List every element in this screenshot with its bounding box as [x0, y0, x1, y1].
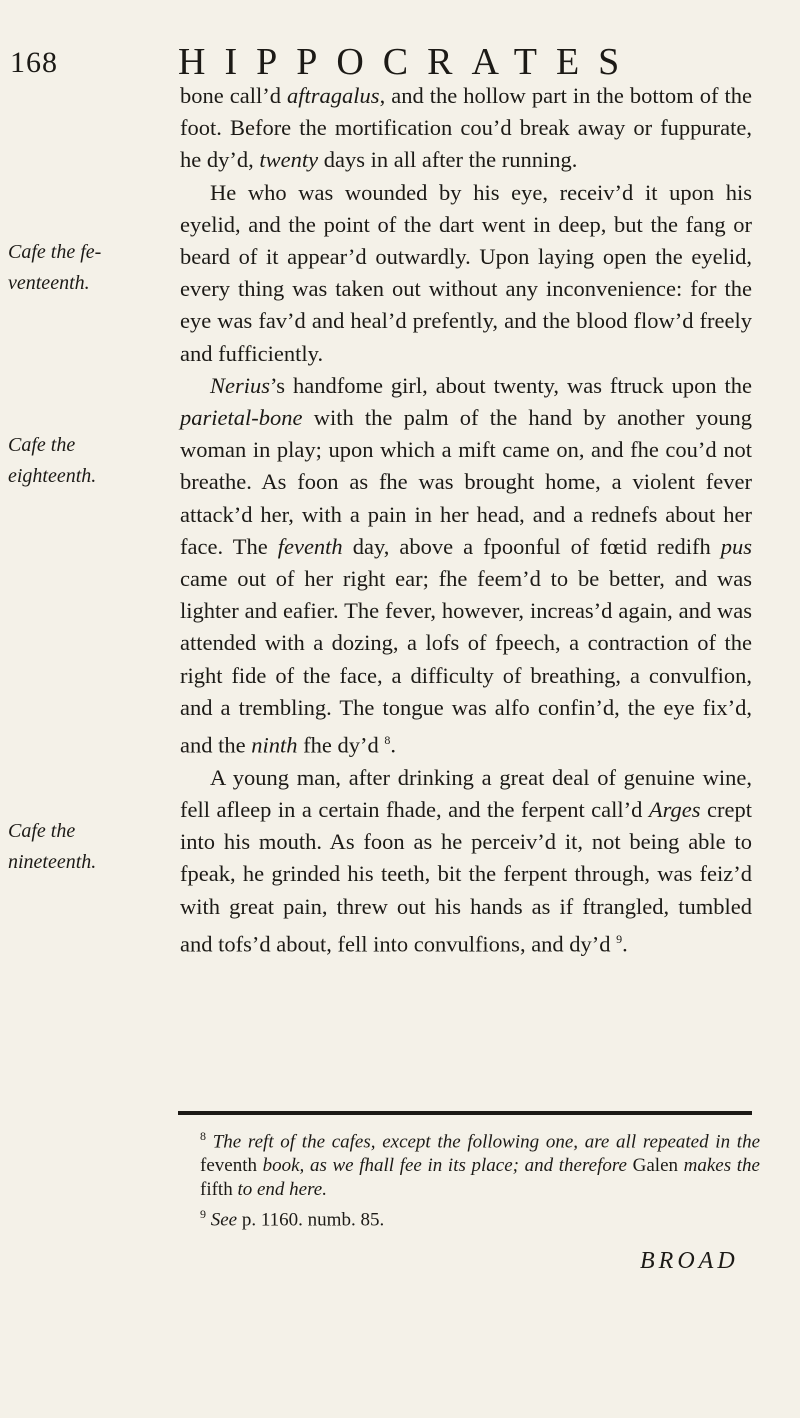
- italic-term: twenty: [259, 147, 319, 173]
- margin-note-case-seventeenth: [8, 237, 174, 299]
- footnote-8: [200, 1124, 760, 1202]
- text-run: Galen: [632, 1155, 679, 1177]
- footnote-ref: 9: [616, 931, 623, 946]
- text-run: fhe dy’d: [297, 732, 385, 758]
- text-run: came out of her right ear; fhe feem’d to be better, and was lighter and eafier. The fever, however, increas’d again, and was attended with a dozing, a lofs of fpeech, a contraction of the right fide of the face, a difficulty of breathing, a convulfion, and a trembling. The tongue was alfo confin’d, the eye fix’d, and the: [180, 566, 752, 758]
- footnote-mark: 9: [200, 1207, 206, 1222]
- text-run: days in all after the running.: [318, 147, 578, 173]
- margin-note-line: Cafe the: [8, 820, 76, 842]
- text-run: with the palm of the hand by another young woman in play; upon which a mift came on, and fhe cou’d not breathe. As foon as fhe was brought home, a violent fever attack’d her, with a pain in her head, and a rednefs about her face. The: [180, 405, 752, 559]
- italic-term: feventh: [277, 533, 343, 559]
- margin-note-line: Cafe the fe-: [8, 241, 102, 263]
- text-run: book, as we fhall fee in its place; and therefore: [256, 1155, 633, 1177]
- footnotes: [200, 1124, 760, 1233]
- text-run: .: [390, 732, 396, 758]
- text-run: A young man, after drinking a great deal of genuine wine, fell afleep in a certain fhade, and the ferpent call’d: [180, 764, 752, 822]
- margin-note-line: Cafe the: [8, 434, 76, 456]
- footnote-rule: [178, 1111, 752, 1115]
- italic-term: ninth: [251, 732, 298, 758]
- margin-note-line: eighteenth.: [8, 465, 97, 487]
- italic-term: pus: [720, 533, 752, 559]
- text-run: p. 1160. numb. 85.: [237, 1209, 385, 1231]
- margin-note-case-nineteenth: [8, 816, 174, 878]
- paragraph-1: [180, 80, 752, 177]
- text-run: feventh: [200, 1155, 257, 1177]
- text-run: .: [622, 931, 628, 957]
- margin-note-case-eighteenth: [8, 430, 174, 492]
- paragraph-3: [180, 370, 752, 762]
- italic-term: Nerius: [210, 372, 271, 398]
- text-run: fifth: [200, 1179, 233, 1201]
- text-run: , and the hollow part in the bottom of the foot. Before the mortification cou’d break away or fuppurate, he dy’d,: [180, 83, 752, 173]
- paragraph-4: [180, 762, 752, 961]
- text-run: The reft of the cafes, except the following one, are all repeated in the: [206, 1131, 760, 1153]
- text-run: crept into his mouth. As foon as he perceiv’d it, not being able to fpeak, he grinded his teeth, bit the ferpent through, was feiz’d with great pain, threw out his hands as if ftrangled, tumbled and tofs’d about, fell into convulfions, and dy’d: [180, 796, 753, 957]
- text-run: ’s handfome girl, about twenty, was ftruck upon the: [270, 372, 752, 398]
- footnote-9: [200, 1202, 760, 1232]
- italic-term: aftragalus: [287, 83, 380, 108]
- text-run: See: [206, 1209, 238, 1231]
- body-text: [180, 80, 752, 960]
- italic-term: Arges: [648, 796, 701, 822]
- text-run: day, above a fpoonful of fœtid redifh: [342, 533, 721, 559]
- text-run: He who was wounded by his eye, receiv’d it upon his eyelid, and the point of the dart went in deep, but the fang or beard of it appear’d outwardly. Upon laying open the eyelid, every thing was taken out without any inconvenience: for the eye was fav’d and heal’d prefently, and the blood flow’d freely and fufficiently.: [180, 179, 752, 366]
- paragraph-2: [180, 177, 752, 370]
- footnote-mark: 8: [200, 1129, 206, 1143]
- text-run: makes the: [678, 1155, 760, 1177]
- margin-note-line: venteenth.: [8, 272, 90, 294]
- margin-note-line: nineteenth.: [8, 851, 97, 873]
- text-run: to end here.: [232, 1179, 327, 1201]
- page-number: 168: [10, 46, 58, 79]
- running-head: HIPPOCRATES: [178, 41, 639, 83]
- italic-term: parietal-bone: [180, 405, 303, 431]
- catchword: BROAD: [640, 1248, 739, 1274]
- text-run: bone call’d: [180, 83, 288, 108]
- footnote-ref: 8: [384, 733, 391, 748]
